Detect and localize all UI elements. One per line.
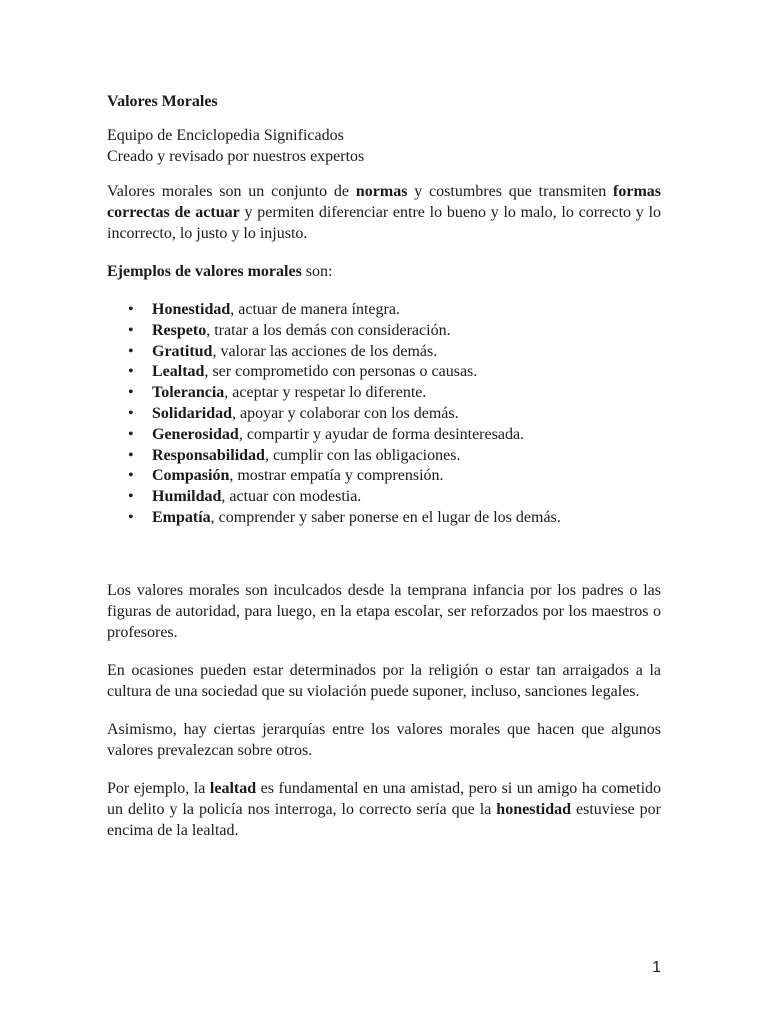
list-item bbox=[107, 361, 661, 382]
paragraph-inculcados: Los valores morales son inculcados desde la temprana infancia por los padres o las figuras de autoridad, para luego, en la etapa escolar, ser reforzados por los maestros o profesores. bbox=[107, 581, 661, 641]
example-desc: , cumplir con las obligaciones. bbox=[264, 446, 461, 464]
intro-bold-formas: formas correctas de actuar bbox=[107, 183, 662, 221]
bullet-icon: • bbox=[128, 301, 134, 318]
intro-bold-normas: normas bbox=[355, 183, 408, 200]
example-term: Lealtad bbox=[152, 363, 205, 381]
section-spacer bbox=[107, 528, 661, 580]
example-term: Generosidad bbox=[152, 425, 239, 443]
list-item bbox=[107, 445, 661, 466]
example-desc: , tratar a los demás con consideración. bbox=[206, 321, 451, 339]
example-term: Respeto bbox=[152, 321, 207, 339]
intro-text-3: y permiten diferenciar entre lo bueno y lo malo, lo correcto y lo incorrecto, lo justo y lo injusto. bbox=[107, 204, 662, 242]
ejemplo-text-1: Por ejemplo, la bbox=[107, 779, 210, 797]
example-term: Humildad bbox=[152, 488, 222, 506]
examples-list bbox=[107, 299, 661, 528]
example-desc: , apoyar y colaborar con los demás. bbox=[232, 404, 459, 422]
intro-paragraph bbox=[107, 181, 661, 244]
document-meta bbox=[107, 125, 661, 167]
bullet-icon: • bbox=[128, 404, 134, 422]
example-desc: , compartir y ayudar de forma desinteresada. bbox=[238, 425, 525, 443]
list-item bbox=[107, 465, 661, 486]
bullet-icon: • bbox=[128, 321, 134, 339]
example-desc: , actuar de manera íntegra. bbox=[230, 301, 400, 318]
list-item bbox=[107, 486, 661, 507]
bullet-icon: • bbox=[128, 342, 134, 360]
paragraph-religion: En ocasiones pueden estar determinados por la religión o estar tan arraigados a la cultura de una sociedad que su violación puede suponer, incluso, sanciones legales. bbox=[107, 661, 661, 700]
bullet-icon: • bbox=[128, 363, 134, 381]
example-term: Solidaridad bbox=[152, 404, 233, 422]
bullet-icon: • bbox=[128, 446, 134, 464]
example-term: Compasión bbox=[152, 467, 230, 485]
ejemplo-text-2: es fundamental en una amistad, pero si un amigo ha cometido un delito y la policía nos interroga, lo correcto sería que la bbox=[107, 779, 662, 818]
list-item bbox=[107, 403, 661, 424]
example-desc: , mostrar empatía y comprensión. bbox=[229, 467, 444, 485]
bullet-icon: • bbox=[128, 508, 134, 526]
examples-heading-rest: son: bbox=[301, 263, 333, 280]
example-desc: , actuar con modestia. bbox=[221, 488, 362, 506]
review-line: Creado y revisado por nuestros expertos bbox=[107, 148, 365, 165]
example-term: Tolerancia bbox=[152, 384, 225, 402]
page-number: 1 bbox=[652, 959, 661, 976]
document-page bbox=[107, 91, 661, 858]
paragraph-jerarquias: Asimismo, hay ciertas jerarquías entre los valores morales que hacen que algunos valores prevalezcan sobre otros. bbox=[107, 720, 661, 759]
ejemplo-text-3: estuviese por encima de la lealtad. bbox=[107, 800, 661, 839]
document-title: Valores Morales bbox=[107, 93, 218, 110]
example-term: Empatía bbox=[152, 508, 211, 526]
list-item bbox=[107, 320, 661, 341]
intro-text-1: Valores morales son un conjunto de bbox=[107, 183, 356, 200]
bullet-icon: • bbox=[128, 488, 134, 506]
example-desc: , ser comprometido con personas o causas. bbox=[204, 363, 478, 381]
list-item bbox=[107, 382, 661, 403]
list-item bbox=[107, 341, 661, 362]
list-item bbox=[107, 424, 661, 445]
list-item bbox=[107, 507, 661, 528]
example-term: Honestidad bbox=[152, 301, 231, 318]
author-line: Equipo de Enciclopedia Significados bbox=[107, 127, 344, 144]
example-desc: , aceptar y respetar lo diferente. bbox=[224, 384, 427, 402]
example-desc: , valorar las acciones de los demás. bbox=[212, 342, 438, 360]
bullet-icon: • bbox=[128, 425, 134, 443]
bullet-icon: • bbox=[128, 467, 134, 485]
bullet-icon: • bbox=[128, 384, 134, 402]
list-item bbox=[107, 299, 661, 320]
intro-text-2: y costumbres que transmiten bbox=[407, 183, 614, 200]
paragraph-ejemplo bbox=[107, 778, 661, 841]
example-term: Gratitud bbox=[152, 342, 213, 360]
ejemplo-bold-lealtad: lealtad bbox=[209, 779, 257, 797]
examples-heading bbox=[107, 261, 661, 282]
examples-heading-bold: Ejemplos de valores morales bbox=[107, 263, 302, 280]
example-term: Responsabilidad bbox=[152, 446, 265, 464]
example-desc: , comprender y saber ponerse en el lugar de los demás. bbox=[210, 508, 561, 526]
ejemplo-bold-honestidad: honestidad bbox=[496, 800, 571, 818]
